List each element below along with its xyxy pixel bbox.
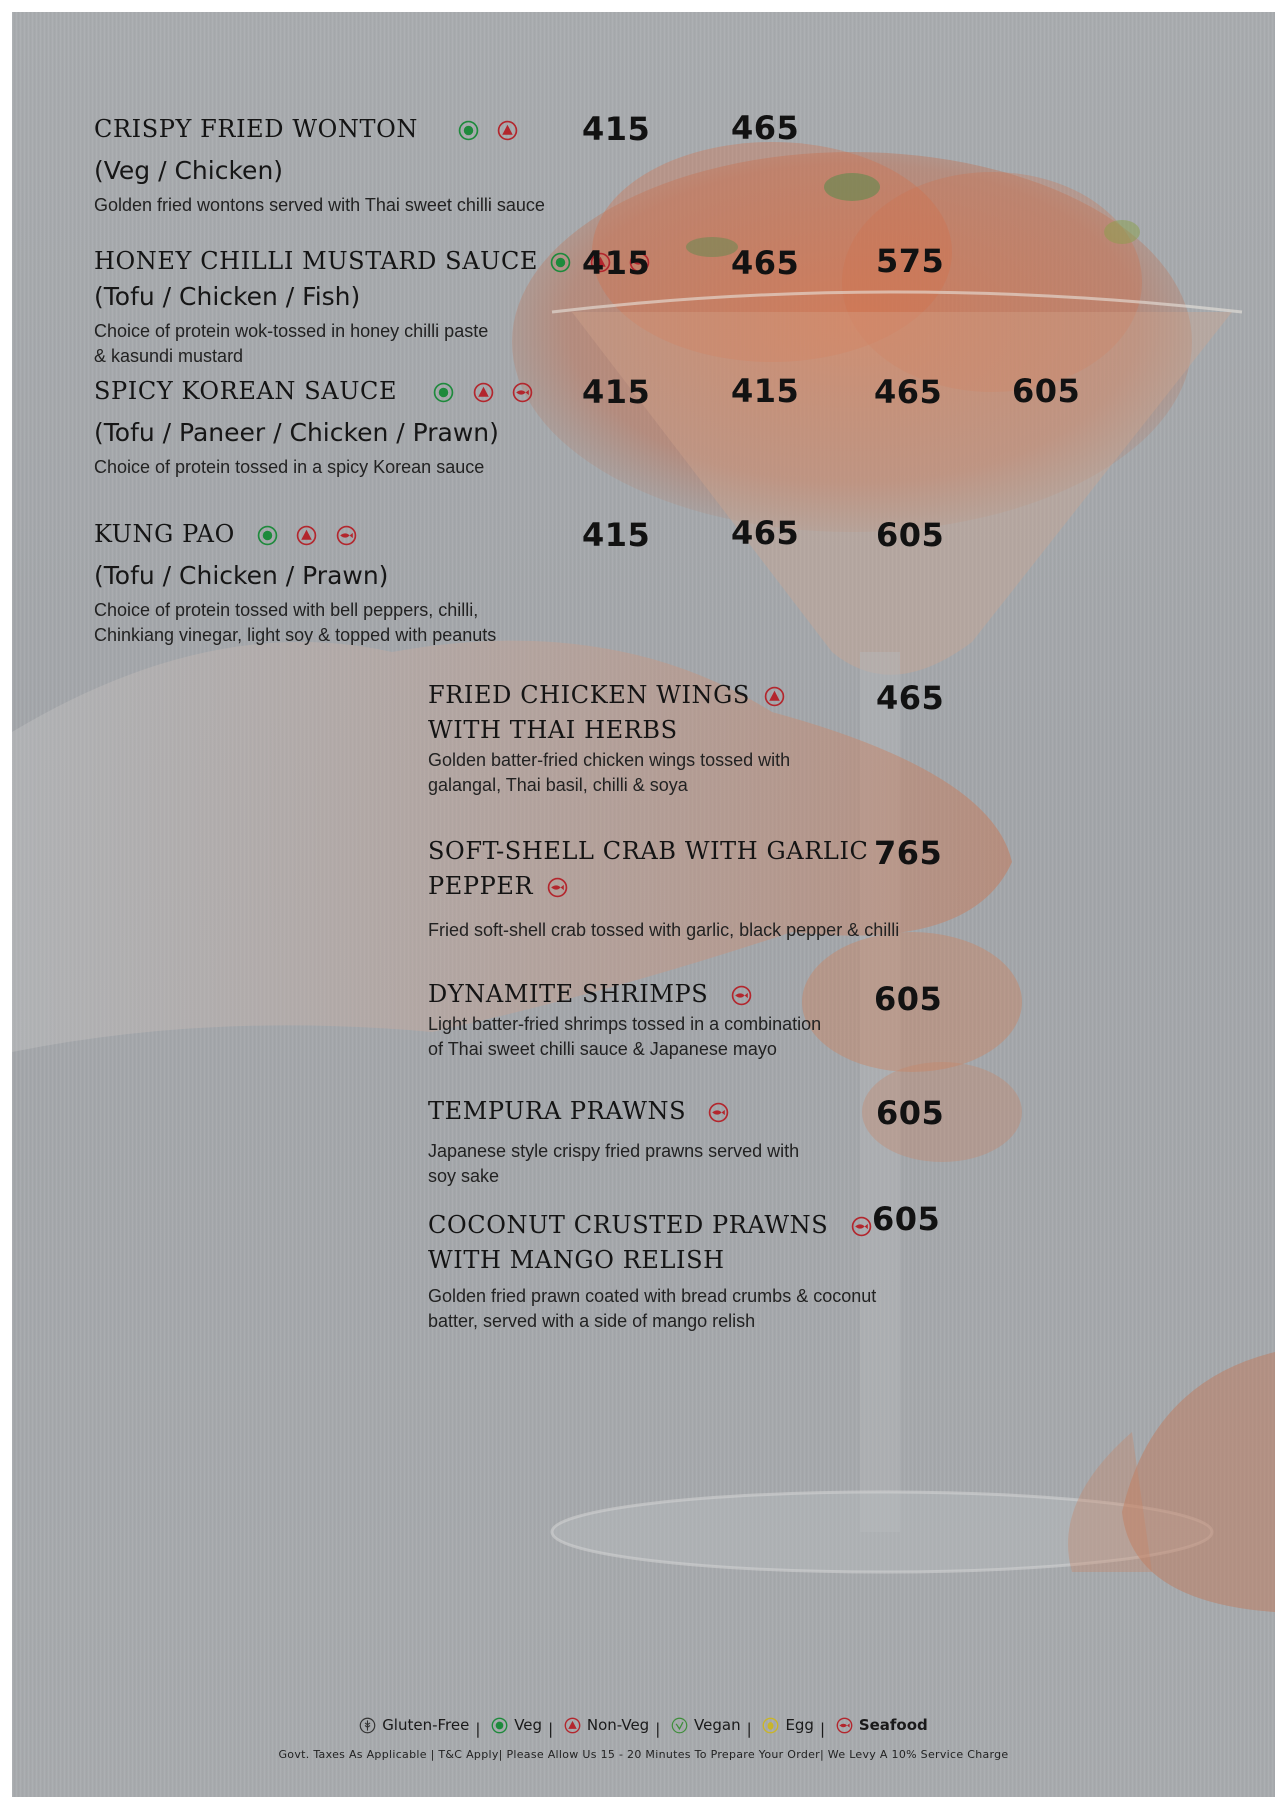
- item-description: Japanese style crispy fried prawns served with soy sake: [428, 1141, 800, 1186]
- item-description: Choice of protein wok-tossed in honey chilli paste & kasundi mustard: [94, 321, 489, 366]
- item-price: 605: [876, 1094, 945, 1132]
- item-price: 415: [582, 516, 651, 554]
- seafood-icon: [547, 877, 568, 898]
- item-price: 465: [731, 514, 800, 552]
- veg-icon: [458, 120, 479, 141]
- item-price: 465: [731, 109, 800, 147]
- item-name: TEMPURA PRAWNS: [428, 1094, 908, 1129]
- item-price: 465: [876, 679, 945, 717]
- item-name: FRIED CHICKEN WINGS WITH THAI HERBS: [428, 678, 908, 748]
- item-options: (Tofu / Paneer / Chicken / Prawn): [94, 418, 499, 447]
- item-price: 575: [876, 242, 945, 280]
- seafood-icon: [336, 525, 357, 546]
- menu-item-dynamite-shrimps: [428, 977, 908, 1062]
- legend-egg: Egg: [762, 1716, 814, 1734]
- item-price: 415: [582, 373, 651, 411]
- menu-item-coconut-crusted-prawns: [428, 1208, 948, 1334]
- non-veg-icon: [497, 120, 518, 141]
- item-name: KUNG PAO: [94, 517, 694, 552]
- non-veg-icon: [764, 686, 785, 707]
- item-price: 605: [874, 980, 943, 1018]
- menu-item-soft-shell-crab: [428, 834, 948, 943]
- item-options: (Tofu / Chicken / Fish): [94, 282, 361, 311]
- item-price: 765: [874, 834, 943, 872]
- item-price: 415: [731, 372, 800, 410]
- item-price: 605: [876, 516, 945, 554]
- egg-icon: [762, 1717, 779, 1734]
- non-veg-icon: [296, 525, 317, 546]
- item-name: COCONUT CRUSTED PRAWNS WITH MANGO RELISH: [428, 1208, 948, 1278]
- item-name: CRISPY FRIED WONTON: [94, 112, 694, 147]
- item-options: (Tofu / Chicken / Prawn): [94, 561, 389, 590]
- non-veg-icon: [564, 1717, 581, 1734]
- item-description: Golden fried wontons served with Thai sweet chilli sauce: [94, 195, 545, 215]
- item-name: DYNAMITE SHRIMPS: [428, 977, 908, 1012]
- item-price: 415: [582, 244, 651, 282]
- item-name: SOFT-SHELL CRAB WITH GARLIC PEPPER: [428, 837, 869, 900]
- item-name: SPICY KOREAN SAUCE: [94, 374, 694, 409]
- item-price: 605: [1012, 372, 1081, 410]
- menu-item-tempura-prawns: [428, 1094, 908, 1189]
- veg-icon: [550, 252, 571, 273]
- item-description: Golden batter-fried chicken wings tossed with galangal, Thai basil, chilli & soya: [428, 750, 791, 795]
- item-description: Fried soft-shell crab tossed with garlic, black pepper & chilli: [428, 920, 900, 940]
- veg-icon: [433, 382, 454, 403]
- item-price: 465: [731, 244, 800, 282]
- seafood-icon: [708, 1102, 729, 1123]
- item-price: 465: [874, 373, 943, 411]
- dietary-legend: Gluten-Free | Veg | Non-Veg | Vegan | Egg | Seafood: [12, 1716, 1275, 1738]
- item-price: 605: [872, 1200, 941, 1238]
- legend-non-veg: Non-Veg: [564, 1716, 649, 1734]
- vegan-icon: [671, 1717, 688, 1734]
- legend-seafood: Seafood: [836, 1716, 928, 1734]
- seafood-icon: [836, 1717, 853, 1734]
- seafood-icon: [512, 382, 533, 403]
- item-price: 415: [582, 110, 651, 148]
- item-options: (Veg / Chicken): [94, 156, 284, 185]
- item-description: Choice of protein tossed with bell peppers, chilli, Chinkiang vinegar, light soy & topped with peanuts: [94, 600, 497, 645]
- seafood-icon: [851, 1216, 872, 1237]
- menu-page: [12, 12, 1275, 1797]
- gluten-free-icon: [359, 1717, 376, 1734]
- legend-gluten-free: Gluten-Free: [359, 1716, 469, 1734]
- item-description: Choice of protein tossed in a spicy Korean sauce: [94, 457, 485, 477]
- menu-item-fried-chicken-wings: [428, 678, 908, 798]
- legend-vegan: Vegan: [671, 1716, 741, 1734]
- legend-veg: Veg: [491, 1716, 542, 1734]
- veg-icon: [491, 1717, 508, 1734]
- veg-icon: [257, 525, 278, 546]
- item-name: HONEY CHILLI MUSTARD SAUCE: [94, 244, 694, 279]
- seafood-icon: [731, 985, 752, 1006]
- footer-note: Govt. Taxes As Applicable | T&C Apply| Please Allow Us 15 - 20 Minutes To Prepare Your Order| We Levy A 10% Service Charge: [278, 1748, 1009, 1761]
- item-description: Light batter-fried shrimps tossed in a combination of Thai sweet chilli sauce & Japanese mayo: [428, 1014, 822, 1059]
- item-description: Golden fried prawn coated with bread crumbs & coconut batter, served with a side of mango relish: [428, 1286, 877, 1331]
- non-veg-icon: [473, 382, 494, 403]
